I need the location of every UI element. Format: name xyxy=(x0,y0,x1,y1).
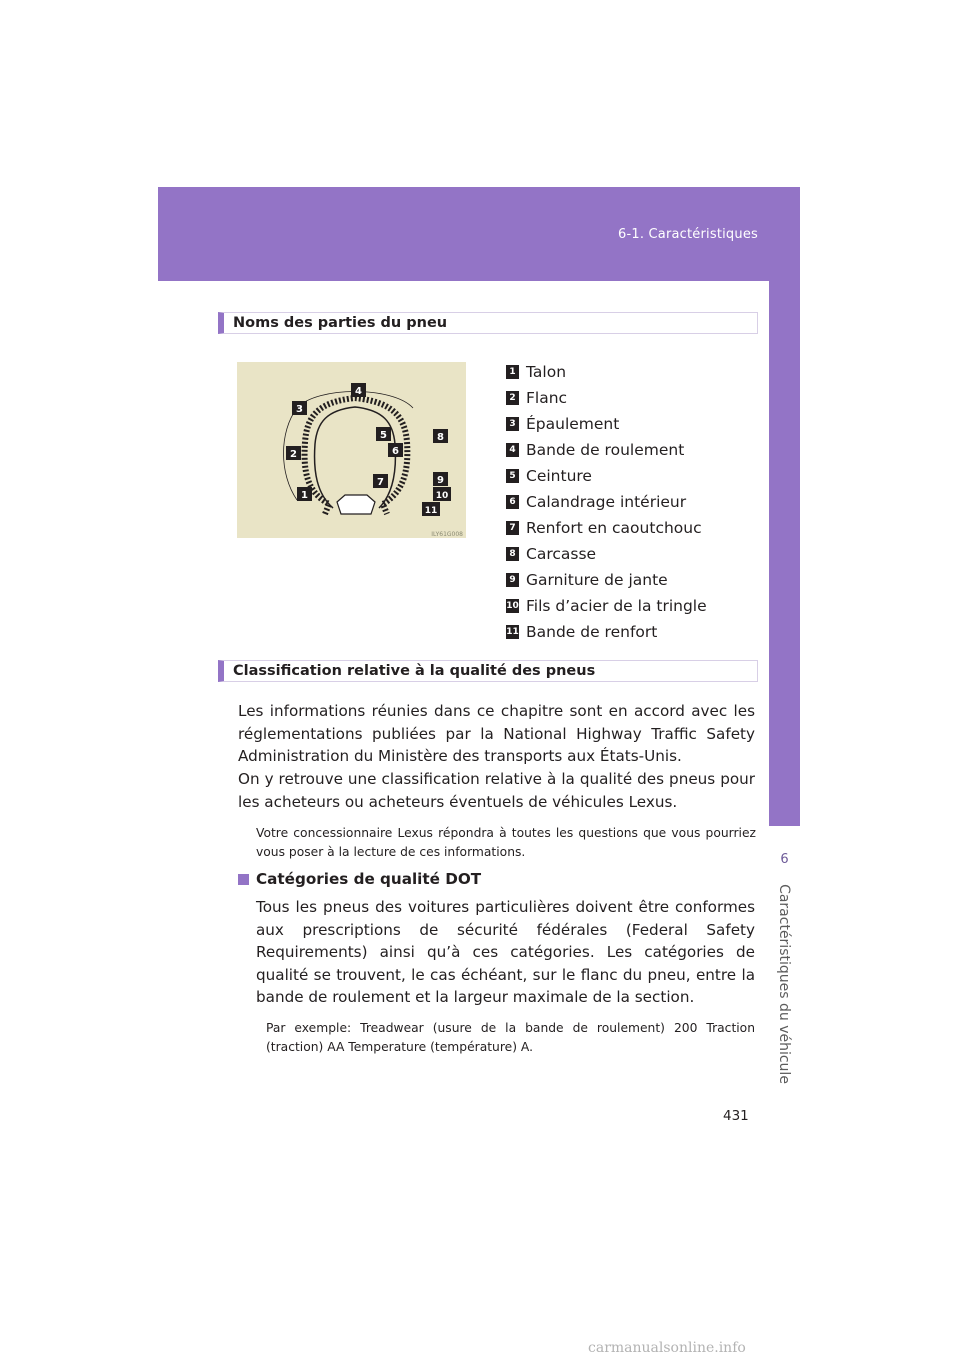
legend-label: Épaulement xyxy=(526,415,620,433)
page-number: 431 xyxy=(723,1108,749,1124)
legend-number: 4 xyxy=(506,443,519,457)
legend-label: Bande de renfort xyxy=(526,623,658,641)
legend-number: 8 xyxy=(506,547,519,561)
callout-label: 9 xyxy=(437,475,444,486)
chapter-title: 6-1. Caractéristiques xyxy=(618,227,758,242)
dealer-note: Votre concessionnaire Lexus répondra à toutes les questions que vous pourriez vous poser à la lecture de ces informations. xyxy=(256,826,756,859)
intro-paragraph: Les informations réunies dans ce chapitre sont en accord avec les réglementations publiées par la National Highway Traffic Safety Administration du Ministère des transports aux États-Unis. xyxy=(238,702,755,766)
legend-item xyxy=(506,411,707,437)
legend-item xyxy=(506,567,707,593)
legend-number: 7 xyxy=(506,521,519,535)
side-chapter-label: Caractéristiques du véhicule xyxy=(776,884,792,1084)
legend-item xyxy=(506,437,707,463)
legend-number: 10 xyxy=(506,601,519,611)
section-heading-text: Classification relative à la qualité des pneus xyxy=(233,663,596,679)
legend-number: 11 xyxy=(506,627,519,637)
callout-label: 6 xyxy=(392,446,399,457)
tire-inner-line xyxy=(315,407,396,508)
side-chapter-number: 6 xyxy=(780,852,789,867)
legend-label: Talon xyxy=(526,363,567,381)
legend-number: 9 xyxy=(506,573,519,587)
subheading-text: Catégories de qualité DOT xyxy=(256,870,482,888)
legend-item xyxy=(506,359,707,385)
dot-grades-paragraph: Tous les pneus des voitures particulières doivent être conformes aux prescriptions de sécurité fédérales (Federal Safety Requirements) ainsi qu’à ces catégories. Les catégories de qualité se trouvent, le cas échéant, sur le flanc du pneu, entre la bande de roulement et la largeur maximale de la section. xyxy=(256,898,755,1007)
square-bullet-icon xyxy=(238,874,249,885)
callout-label: 8 xyxy=(437,432,444,443)
callout-label: 11 xyxy=(424,506,438,516)
legend-item xyxy=(506,489,707,515)
legend-item xyxy=(506,463,707,489)
callout-label: 4 xyxy=(355,386,362,397)
legend-item xyxy=(506,515,707,541)
legend-item xyxy=(506,541,707,567)
legend-label: Fils d’acier de la tringle xyxy=(526,597,707,615)
subheading-dot-grades xyxy=(238,870,481,888)
rim-shape xyxy=(337,495,375,514)
intro-paragraph-2: On y retrouve une classification relative à la qualité des pneus pour les acheteurs ou acheteurs éventuels de véhicules Lexus. xyxy=(238,770,755,811)
callout-label: 1 xyxy=(301,490,308,501)
figure-code: ILY61G008 xyxy=(431,531,463,538)
tire-parts-legend xyxy=(506,359,707,645)
legend-label: Carcasse xyxy=(526,545,597,563)
side-chapter-tab xyxy=(769,281,800,826)
legend-label: Garniture de jante xyxy=(526,571,668,589)
legend-label: Bande de roulement xyxy=(526,441,685,459)
legend-number: 2 xyxy=(506,391,519,405)
callout-label: 5 xyxy=(380,430,387,441)
legend-label: Calandrage intérieur xyxy=(526,493,687,511)
callout-label: 3 xyxy=(296,404,303,415)
callout-label: 10 xyxy=(435,491,449,501)
legend-number: 3 xyxy=(506,417,519,431)
legend-number: 6 xyxy=(506,495,519,509)
legend-number: 1 xyxy=(506,365,519,379)
legend-item xyxy=(506,593,707,619)
section-heading-text: Noms des parties du pneu xyxy=(233,315,448,331)
legend-number: 5 xyxy=(506,469,519,483)
tire-diagram xyxy=(237,362,466,538)
legend-label: Ceinture xyxy=(526,467,592,485)
section-heading-tire-parts xyxy=(218,312,758,334)
legend-item xyxy=(506,385,707,411)
callout-label: 2 xyxy=(290,449,297,460)
section-heading-tire-quality xyxy=(218,660,758,682)
callout-label: 7 xyxy=(377,477,384,488)
legend-label: Flanc xyxy=(526,389,568,407)
legend-item xyxy=(506,619,707,645)
chapter-header-band xyxy=(158,187,800,281)
tire-cross-section-figure xyxy=(237,362,466,538)
legend-label: Renfort en caoutchouc xyxy=(526,519,702,537)
watermark: carmanualsonline.info xyxy=(588,1340,746,1356)
example-note: Par exemple: Treadwear (usure de la bande de roulement) 200 Traction (traction) AA Temperature (température) A. xyxy=(266,1021,755,1054)
